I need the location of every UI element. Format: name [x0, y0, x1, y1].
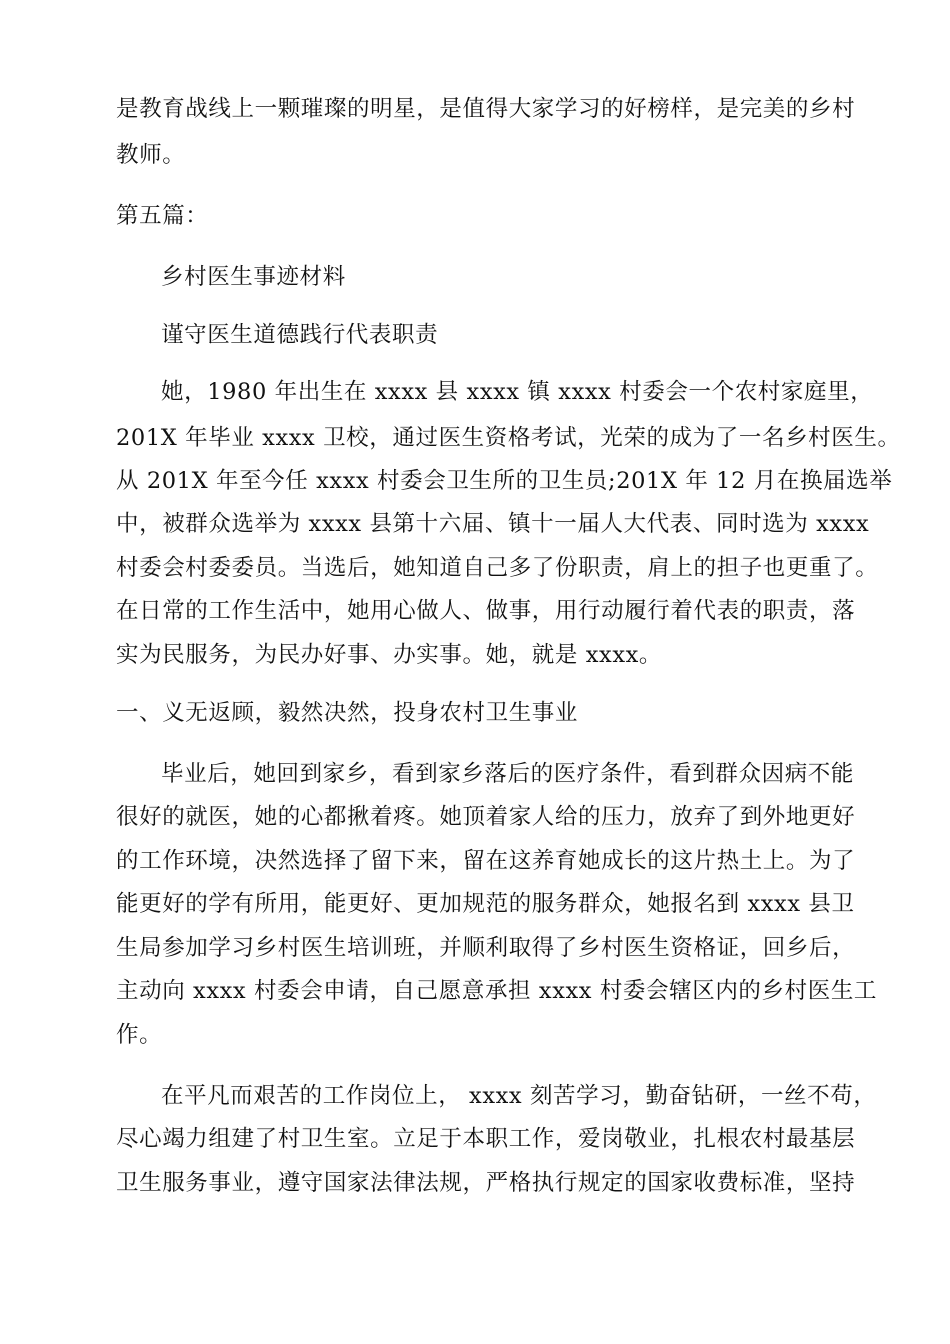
text-line: 在平凡而艰苦的工作岗位上， xxxx 刻苦学习，勤奋钻研，一丝不苟， — [161, 1083, 877, 1109]
text-line: 很好的就医，她的心都揪着疼。她顶着家人给的压力，放弃了到外地更好 — [116, 804, 856, 830]
article-subtitle: 谨守医生道德践行代表职责 — [161, 322, 439, 348]
section-heading: 一、义无返顾，毅然决然，投身农村卫生事业 — [116, 700, 579, 726]
text-line: 201X 年毕业 xxxx 卫校，通过医生资格考试，光荣的成为了一名乡村医生。 — [116, 425, 901, 451]
text-line: 从 201X 年至今任 xxxx 村委会卫生所的卫生员;201X 年 12 月在换届选举 — [116, 468, 893, 494]
text-line: 毕业后，她回到家乡，看到家乡落后的医疗条件，看到群众因病不能 — [161, 761, 855, 787]
text-line: 主动向 xxxx 村委会申请，自己愿意承担 xxxx 村委会辖区内的乡村医生工 — [116, 978, 878, 1004]
text-line: 的工作环境，决然选择了留下来，留在这养育她成长的这片热土上。为了 — [116, 848, 856, 874]
article-title: 乡村医生事迹材料 — [161, 264, 346, 290]
text-line: 作。 — [116, 1022, 163, 1048]
text-line: 中，被群众选举为 xxxx 县第十六届、镇十一届人大代表、同时选为 xxxx — [116, 511, 870, 537]
text-line: 能更好的学有所用，能更好、更加规范的服务群众，她报名到 xxxx 县卫 — [116, 891, 855, 917]
text-line: 教师。 — [116, 142, 186, 168]
text-line: 是教育战线上一颗璀璨的明星，是值得大家学习的好榜样，是完美的乡村 — [116, 96, 856, 122]
text-line: 在日常的工作生活中，她用心做人、做事，用行动履行着代表的职责，落 — [116, 598, 856, 624]
section-heading: 第五篇： — [116, 203, 209, 229]
text-line: 实为民服务，为民办好事、办实事。她，就是 xxxx。 — [116, 642, 663, 668]
text-line: 卫生服务事业，遵守国家法律法规，严格执行规定的国家收费标准，坚持 — [116, 1170, 856, 1196]
text-line: 她，1980 年出生在 xxxx 县 xxxx 镇 xxxx 村委会一个农村家庭里， — [161, 379, 874, 405]
text-line: 村委会村委委员。当选后，她知道自己多了份职责，肩上的担子也更重了。 — [116, 555, 879, 581]
text-line: 尽心竭力组建了村卫生室。立足于本职工作，爱岗敬业，扎根农村最基层 — [116, 1126, 856, 1152]
text-line: 生局参加学习乡村医生培训班，并顺利取得了乡村医生资格证，回乡后， — [116, 935, 856, 961]
